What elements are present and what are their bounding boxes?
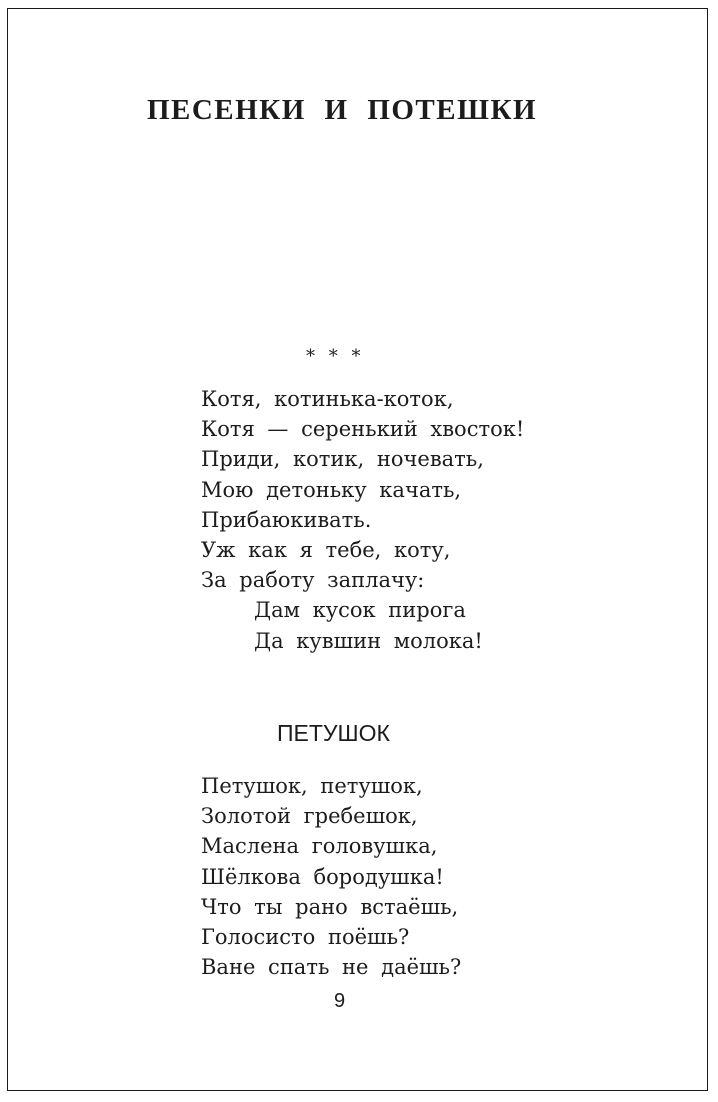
poem-kotya-verse	[201, 384, 524, 656]
verse-line: За работу заплачу:	[201, 568, 425, 593]
poem-title-petushok: ПЕТУШОК	[277, 720, 390, 746]
verse-line: Золотой гребешок,	[201, 804, 418, 829]
verse-line: Мою детоньку качать,	[201, 477, 462, 502]
verse-line: Ване спать не даёшь?	[201, 955, 462, 980]
verse-line: Что ты рано встаёшь,	[201, 894, 459, 919]
verse-line: Прибаюкивать.	[201, 507, 372, 532]
verse-line: Уж как я тебе, коту,	[201, 538, 451, 563]
verse-line: Котя — серенький хвосток!	[201, 417, 525, 442]
verse-line: Котя, котинька-коток,	[201, 387, 454, 411]
verse-line-indented: Да кувшин молока!	[254, 628, 483, 653]
verse-line: Маслена головушка,	[201, 834, 438, 859]
verse-line: Голосисто поёшь?	[201, 925, 410, 950]
verse-line-indented: Дам кусок пирога	[254, 598, 466, 623]
verse-line: Приди, котик, ночевать,	[201, 447, 484, 472]
verse-line: Петушок, петушок,	[201, 774, 423, 798]
section-title: ПЕСЕНКИ И ПОТЕШКИ	[146, 94, 538, 126]
page-number: 9	[334, 990, 346, 1012]
poem-separator-asterisks: * * *	[306, 346, 361, 367]
verse-line: Шёлкова бородушка!	[201, 864, 444, 889]
poem-petushok-verse	[201, 771, 461, 982]
